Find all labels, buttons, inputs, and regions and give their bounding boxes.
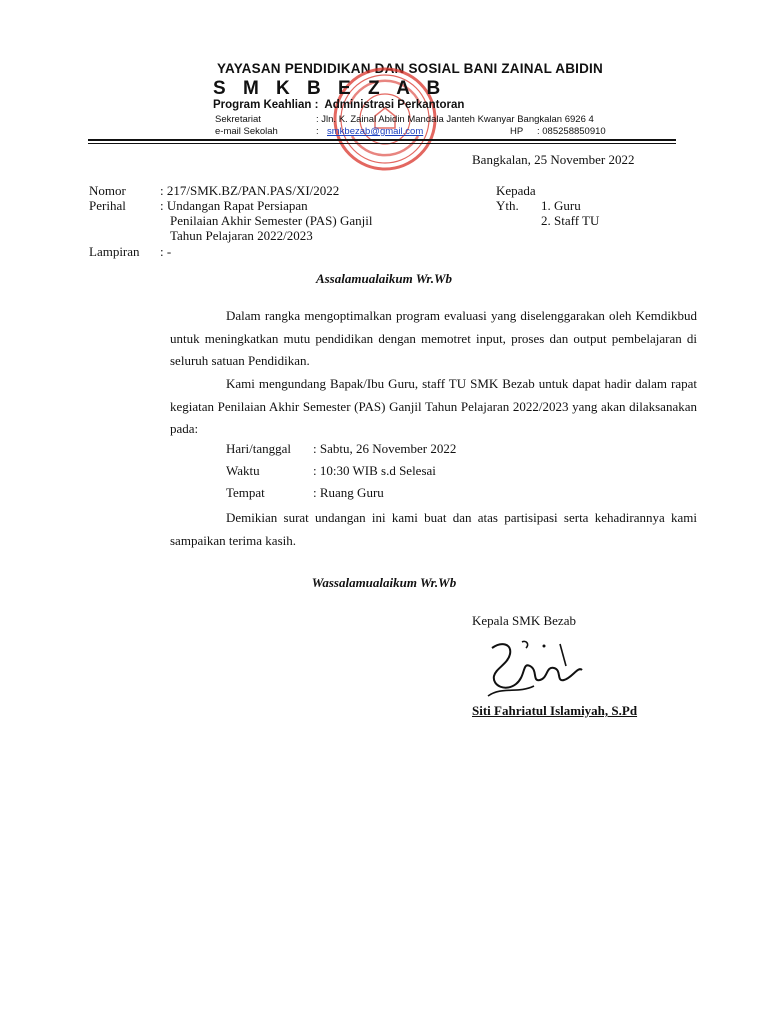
secretariat-address: : Jln. K. Zainal Abidin Mandala Janteh Kwanyar Bangkalan 6926 4 bbox=[316, 114, 594, 125]
lampiran-label: Lampiran bbox=[89, 244, 140, 259]
school-name: S M K B E Z A B bbox=[213, 78, 447, 99]
signature bbox=[482, 636, 592, 702]
perihal-label: Perihal bbox=[89, 198, 126, 213]
email-link[interactable]: smkbezab@gmail.com bbox=[327, 126, 424, 137]
closing-salutation: Wassalamualaikum Wr.Wb bbox=[311, 575, 457, 590]
detail-value-place: : Ruang Guru bbox=[313, 485, 384, 500]
detail-label-place: Tempat bbox=[226, 485, 265, 500]
place-date: Bangkalan, 25 November 2022 bbox=[472, 152, 635, 167]
secretariat-label: Sekretariat bbox=[215, 114, 261, 125]
paragraph-invitation: Kami mengundang Bapak/Ibu Guru, staff TU SMK Bezab untuk dapat hadir dalam rapat kegiatan Penilaian Akhir Semester (PAS) Ganjil Tahun Pelajaran 2022/2023 yang akan dilaksanakan pada: bbox=[170, 376, 697, 436]
phone-label: HP bbox=[510, 126, 524, 137]
nomor-value: : 217/SMK.BZ/PAN.PAS/XI/2022 bbox=[160, 183, 340, 198]
paragraph-intro: Dalam rangka mengoptimalkan program evaluasi yang diselenggarakan oleh Kemdikbud untuk meningkatkan mutu pendidikan dengan memotret input, proses dan output pembelajaran di seluruh satuan Pendidikan. bbox=[170, 308, 697, 368]
detail-label-time: Waktu bbox=[226, 463, 260, 478]
email-colon: : bbox=[316, 126, 319, 137]
greeting: Assalamualaikum Wr.Wb bbox=[315, 271, 453, 286]
detail-label-date: Hari/tanggal bbox=[226, 441, 291, 456]
recipient-kepada: Kepada bbox=[496, 183, 536, 198]
header-divider-thin bbox=[88, 143, 676, 144]
perihal-line-2: Penilaian Akhir Semester (PAS) Ganjil bbox=[170, 213, 373, 228]
recipient-yth: Yth. bbox=[496, 198, 519, 213]
nomor-label: Nomor bbox=[89, 183, 126, 198]
perihal-line-3: Tahun Pelajaran 2022/2023 bbox=[170, 228, 313, 243]
foundation-name: YAYASAN PENDIDIKAN DAN SOSIAL BANI ZAINAL ABIDIN bbox=[217, 61, 603, 76]
detail-value-time: : 10:30 WIB s.d Selesai bbox=[313, 463, 436, 478]
paragraph-closing: Demikian surat undangan ini kami buat dan atas partisipasi serta kehadirannya kami sampaikan terima kasih. bbox=[170, 510, 697, 548]
program-label: Program Keahlian : bbox=[213, 99, 319, 111]
recipient-item-2: 2. Staff TU bbox=[541, 213, 600, 228]
phone-value: : 085258850910 bbox=[537, 126, 606, 137]
signatory-name: Siti Fahriatul Islamiyah, S.Pd bbox=[472, 703, 638, 718]
detail-value-date: : Sabtu, 26 November 2022 bbox=[313, 441, 457, 456]
signatory-title: Kepala SMK Bezab bbox=[472, 613, 576, 628]
lampiran-value: : - bbox=[160, 244, 172, 259]
program-line bbox=[213, 99, 464, 111]
recipient-item-1: 1. Guru bbox=[541, 198, 581, 213]
email-label: e-mail Sekolah bbox=[215, 126, 278, 137]
header-divider-thick bbox=[88, 139, 676, 141]
program-value: Administrasi Perkantoran bbox=[324, 99, 465, 111]
perihal-line-1: : Undangan Rapat Persiapan bbox=[160, 198, 308, 213]
